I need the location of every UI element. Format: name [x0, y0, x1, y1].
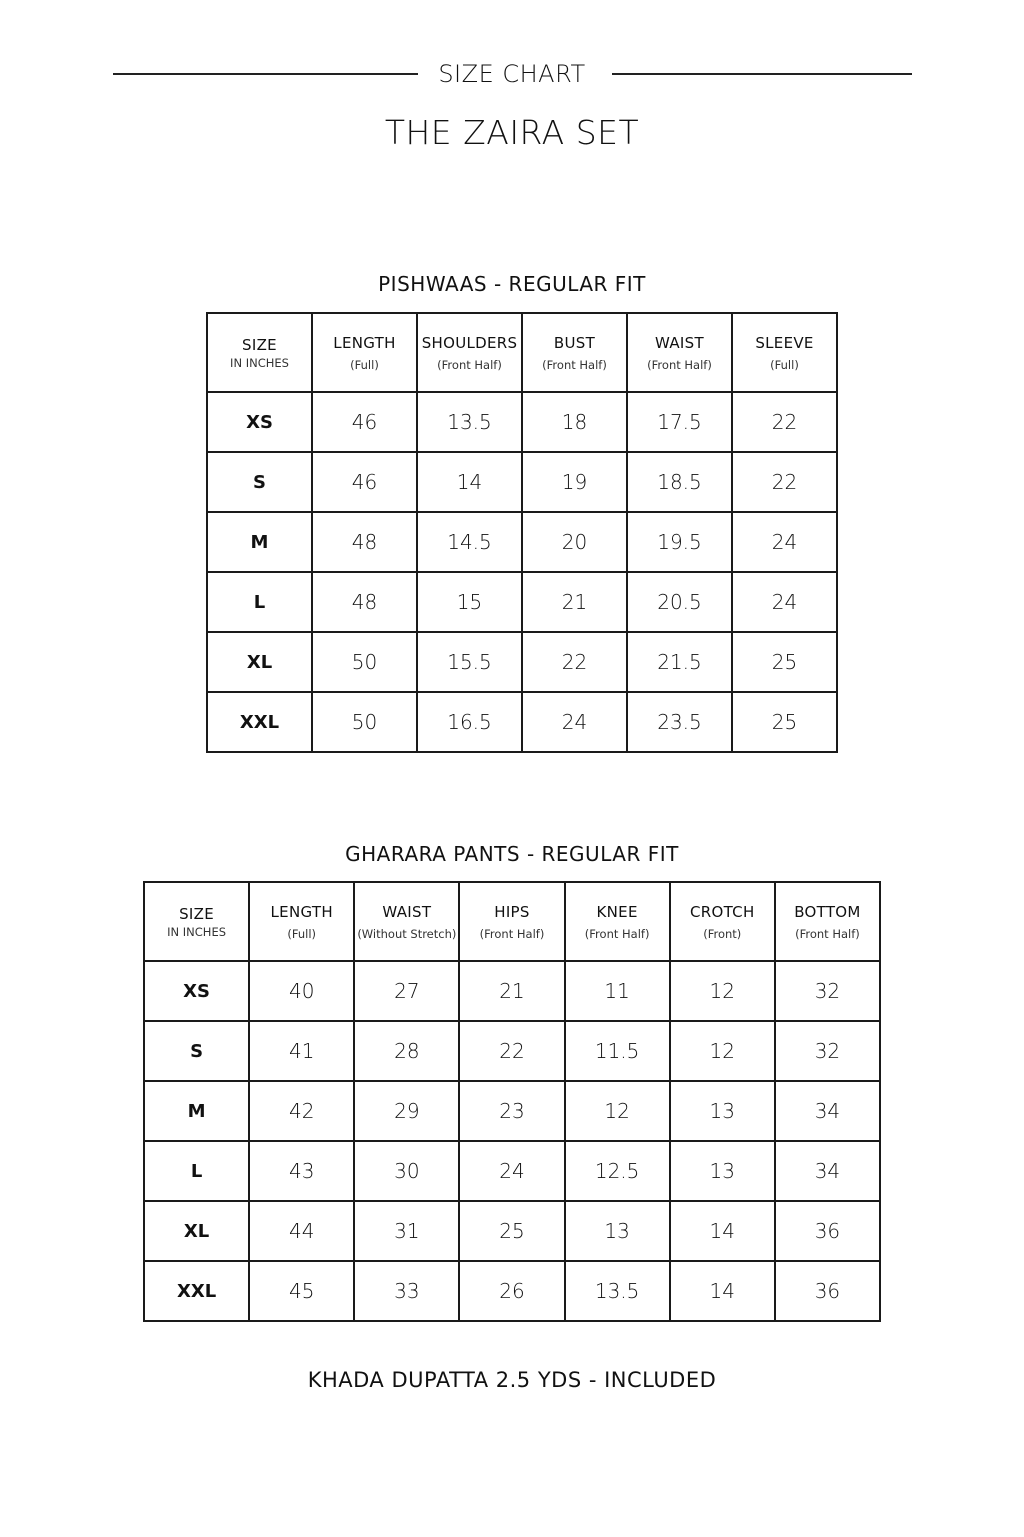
size-cell: XS	[144, 961, 249, 1021]
measurement-cell: 50	[312, 692, 417, 752]
size-cell: L	[207, 572, 312, 632]
column-header-label: HIPS	[494, 902, 530, 921]
measurement-cell: 13	[565, 1201, 670, 1261]
measurement-cell: 11	[565, 961, 670, 1021]
gharara-section-title: GHARARA PANTS - REGULAR FIT	[345, 842, 679, 866]
column-header-label: SIZE	[242, 335, 277, 354]
measurement-cell: 15	[417, 572, 522, 632]
measurement-cell: 22	[522, 632, 627, 692]
measurement-cell: 41	[249, 1021, 354, 1081]
measurement-cell: 23	[459, 1081, 564, 1141]
measurement-cell: 32	[775, 1021, 880, 1081]
table-row	[207, 572, 837, 632]
column-header-label: SLEEVE	[755, 333, 814, 352]
measurement-cell: 26	[459, 1261, 564, 1321]
column-header-label: LENGTH	[270, 902, 333, 921]
measurement-cell: 42	[249, 1081, 354, 1141]
measurement-cell: 34	[775, 1141, 880, 1201]
column-header-label: CROTCH	[690, 902, 755, 921]
column-header-sublabel: (Full)	[350, 357, 379, 372]
measurement-cell: 33	[354, 1261, 459, 1321]
measurement-cell: 13	[670, 1141, 775, 1201]
measurement-cell: 14	[670, 1201, 775, 1261]
pishwaas-section-title: PISHWAAS - REGULAR FIT	[378, 272, 646, 296]
measurement-cell: 19.5	[627, 512, 732, 572]
column-header-sublabel: IN INCHES	[167, 924, 227, 939]
column-header-sublabel: (Full)	[287, 926, 317, 941]
column-header	[312, 313, 417, 392]
column-header	[627, 313, 732, 392]
column-header-label: BOTTOM	[794, 902, 861, 921]
measurement-cell: 48	[312, 512, 417, 572]
measurement-cell: 18.5	[627, 452, 732, 512]
table-header-row	[144, 882, 880, 961]
measurement-cell: 28	[354, 1021, 459, 1081]
size-cell: XXL	[207, 692, 312, 752]
size-cell: M	[207, 512, 312, 572]
column-header-sublabel: (Front Half)	[437, 357, 502, 372]
table-row	[144, 1141, 880, 1201]
table-row	[144, 1261, 880, 1321]
column-header-label: WAIST	[655, 333, 704, 352]
measurement-cell: 12.5	[565, 1141, 670, 1201]
measurement-cell: 24	[522, 692, 627, 752]
column-header	[775, 882, 880, 961]
size-cell: XXL	[144, 1261, 249, 1321]
size-cell: M	[144, 1081, 249, 1141]
table-row	[144, 1081, 880, 1141]
measurement-cell: 12	[670, 961, 775, 1021]
table-row	[144, 1021, 880, 1081]
table-row	[207, 452, 837, 512]
table-row	[207, 632, 837, 692]
column-header	[670, 882, 775, 961]
column-header-label: BUST	[553, 333, 596, 352]
measurement-cell: 18	[522, 392, 627, 452]
measurement-cell: 48	[312, 572, 417, 632]
measurement-cell: 44	[249, 1201, 354, 1261]
page-title: THE ZAIRA SET	[384, 113, 640, 152]
measurement-cell: 12	[565, 1081, 670, 1141]
measurement-cell: 21.5	[627, 632, 732, 692]
column-header-sublabel: (Without Stretch)	[357, 926, 457, 941]
measurement-cell: 43	[249, 1141, 354, 1201]
measurement-cell: 22	[732, 452, 837, 512]
column-header-label: LENGTH	[333, 333, 396, 352]
gharara-size-table	[143, 881, 881, 1322]
measurement-cell: 36	[775, 1201, 880, 1261]
table-row	[144, 961, 880, 1021]
column-header	[732, 313, 837, 392]
measurement-cell: 24	[732, 572, 837, 632]
measurement-cell: 24	[732, 512, 837, 572]
column-header	[459, 882, 564, 961]
size-cell: S	[207, 452, 312, 512]
measurement-cell: 11.5	[565, 1021, 670, 1081]
measurement-cell: 27	[354, 961, 459, 1021]
column-header-label: KNEE	[596, 902, 638, 921]
size-chart-label: SIZE CHART	[438, 60, 586, 88]
table-row	[144, 1201, 880, 1261]
column-header	[249, 882, 354, 961]
measurement-cell: 21	[522, 572, 627, 632]
column-header	[207, 313, 312, 392]
measurement-cell: 25	[459, 1201, 564, 1261]
column-header-sublabel: (Front Half)	[542, 357, 607, 372]
column-header-label: SIZE	[179, 904, 215, 923]
measurement-cell: 21	[459, 961, 564, 1021]
measurement-cell: 20	[522, 512, 627, 572]
column-header-label: WAIST	[382, 902, 432, 921]
measurement-cell: 13	[670, 1081, 775, 1141]
size-cell: XL	[207, 632, 312, 692]
measurement-cell: 13.5	[417, 392, 522, 452]
column-header-label: SHOULDERS	[421, 333, 518, 352]
measurement-cell: 22	[732, 392, 837, 452]
size-cell: L	[144, 1141, 249, 1201]
measurement-cell: 40	[249, 961, 354, 1021]
measurement-cell: 12	[670, 1021, 775, 1081]
table-row	[207, 512, 837, 572]
measurement-cell: 31	[354, 1201, 459, 1261]
measurement-cell: 13.5	[565, 1261, 670, 1321]
measurement-cell: 25	[732, 692, 837, 752]
column-header-sublabel: (Front Half)	[647, 357, 712, 372]
measurement-cell: 45	[249, 1261, 354, 1321]
measurement-cell: 15.5	[417, 632, 522, 692]
measurement-cell: 29	[354, 1081, 459, 1141]
column-header-sublabel: (Front)	[703, 926, 742, 941]
column-header	[354, 882, 459, 961]
measurement-cell: 14	[670, 1261, 775, 1321]
column-header	[417, 313, 522, 392]
size-cell: XS	[207, 392, 312, 452]
column-header-sublabel: (Front Half)	[795, 926, 860, 941]
measurement-cell: 17.5	[627, 392, 732, 452]
measurement-cell: 22	[459, 1021, 564, 1081]
dupatta-note: KHADA DUPATTA 2.5 YDS - INCLUDED	[307, 1368, 717, 1392]
table-header-row	[207, 313, 837, 392]
measurement-cell: 32	[775, 961, 880, 1021]
measurement-cell: 46	[312, 452, 417, 512]
table-row	[207, 392, 837, 452]
column-header-sublabel: (Front Half)	[479, 926, 545, 941]
column-header	[522, 313, 627, 392]
measurement-cell: 36	[775, 1261, 880, 1321]
measurement-cell: 19	[522, 452, 627, 512]
measurement-cell: 46	[312, 392, 417, 452]
measurement-cell: 20.5	[627, 572, 732, 632]
measurement-cell: 23.5	[627, 692, 732, 752]
column-header	[565, 882, 670, 961]
measurement-cell: 24	[459, 1141, 564, 1201]
column-header-sublabel: (Full)	[770, 357, 799, 372]
measurement-cell: 16.5	[417, 692, 522, 752]
size-cell: S	[144, 1021, 249, 1081]
column-header-sublabel: (Front Half)	[584, 926, 650, 941]
pishwaas-size-table	[206, 312, 838, 753]
measurement-cell: 34	[775, 1081, 880, 1141]
column-header-sublabel: IN INCHES	[230, 355, 289, 370]
measurement-cell: 50	[312, 632, 417, 692]
measurement-cell: 14	[417, 452, 522, 512]
size-cell: XL	[144, 1201, 249, 1261]
measurement-cell: 30	[354, 1141, 459, 1201]
column-header	[144, 882, 249, 961]
table-row	[207, 692, 837, 752]
measurement-cell: 14.5	[417, 512, 522, 572]
measurement-cell: 25	[732, 632, 837, 692]
